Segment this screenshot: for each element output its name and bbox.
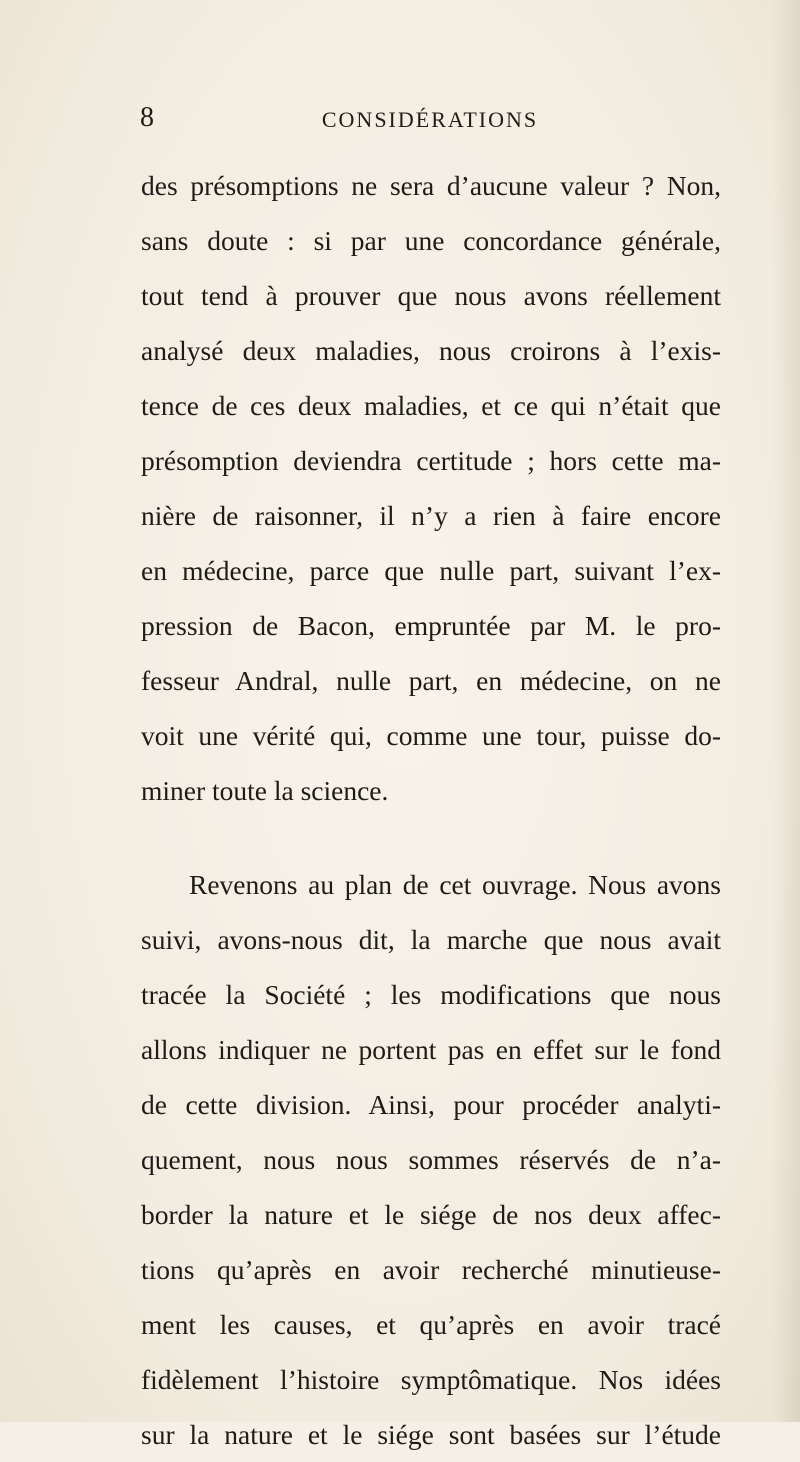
running-head: CONSIDÉRATIONS	[321, 107, 539, 132]
text-line: suivi, avons-nous dit, la marche que nous avait	[141, 924, 721, 955]
text-line: quement, nous nous sommes réservés de n’a-	[141, 1144, 721, 1175]
text-line: des présomptions ne sera d’aucune valeur ? Non,	[141, 170, 721, 201]
text-line: présomption deviendra certitude ; hors cette ma-	[141, 445, 721, 476]
page-header	[140, 98, 720, 138]
text-line: de cette division. Ainsi, pour procéder analyti-	[141, 1089, 721, 1120]
paragraph-2	[141, 857, 721, 1462]
text-line: tions qu’après en avoir recherché minutieuse-	[141, 1254, 721, 1285]
text-line: analysé deux maladies, nous croirons à l’exis-	[141, 335, 721, 366]
text-line: tence de ces deux maladies, et ce qui n’était que	[141, 390, 721, 421]
text-line: fesseur Andral, nulle part, en médecine, on ne	[141, 665, 721, 696]
text-line: nière de raisonner, il n’y a rien à faire encore	[141, 500, 721, 531]
text-line: tracée la Société ; les modifications que nous	[141, 979, 721, 1010]
text-line: border la nature et le siége de nos deux affec-	[141, 1199, 721, 1230]
page-number: 8	[140, 102, 154, 133]
body-text	[141, 158, 721, 1462]
text-line: voit une vérité qui, comme une tour, puisse do-	[141, 720, 721, 751]
text-line: tout tend à prouver que nous avons réellement	[141, 280, 721, 311]
paragraph-gap	[141, 818, 721, 857]
paragraph-1	[141, 158, 721, 818]
page-edge-shadow	[772, 0, 800, 1422]
text-line: sans doute : si par une concordance générale,	[141, 225, 721, 256]
text-line: miner toute la science.	[141, 775, 389, 806]
text-line: Revenons au plan de cet ouvrage. Nous avons	[189, 869, 721, 900]
text-line: ment les causes, et qu’après en avoir tracé	[141, 1309, 721, 1340]
text-line: allons indiquer ne portent pas en effet sur le fond	[141, 1034, 721, 1065]
text-line: en médecine, parce que nulle part, suivant l’ex-	[141, 555, 721, 586]
text-line: fidèlement l’histoire symptômatique. Nos idées	[141, 1364, 721, 1395]
text-line: sur la nature et le siége sont basées sur l’étude	[141, 1419, 721, 1450]
text-line: pression de Bacon, empruntée par M. le pro-	[141, 610, 721, 641]
